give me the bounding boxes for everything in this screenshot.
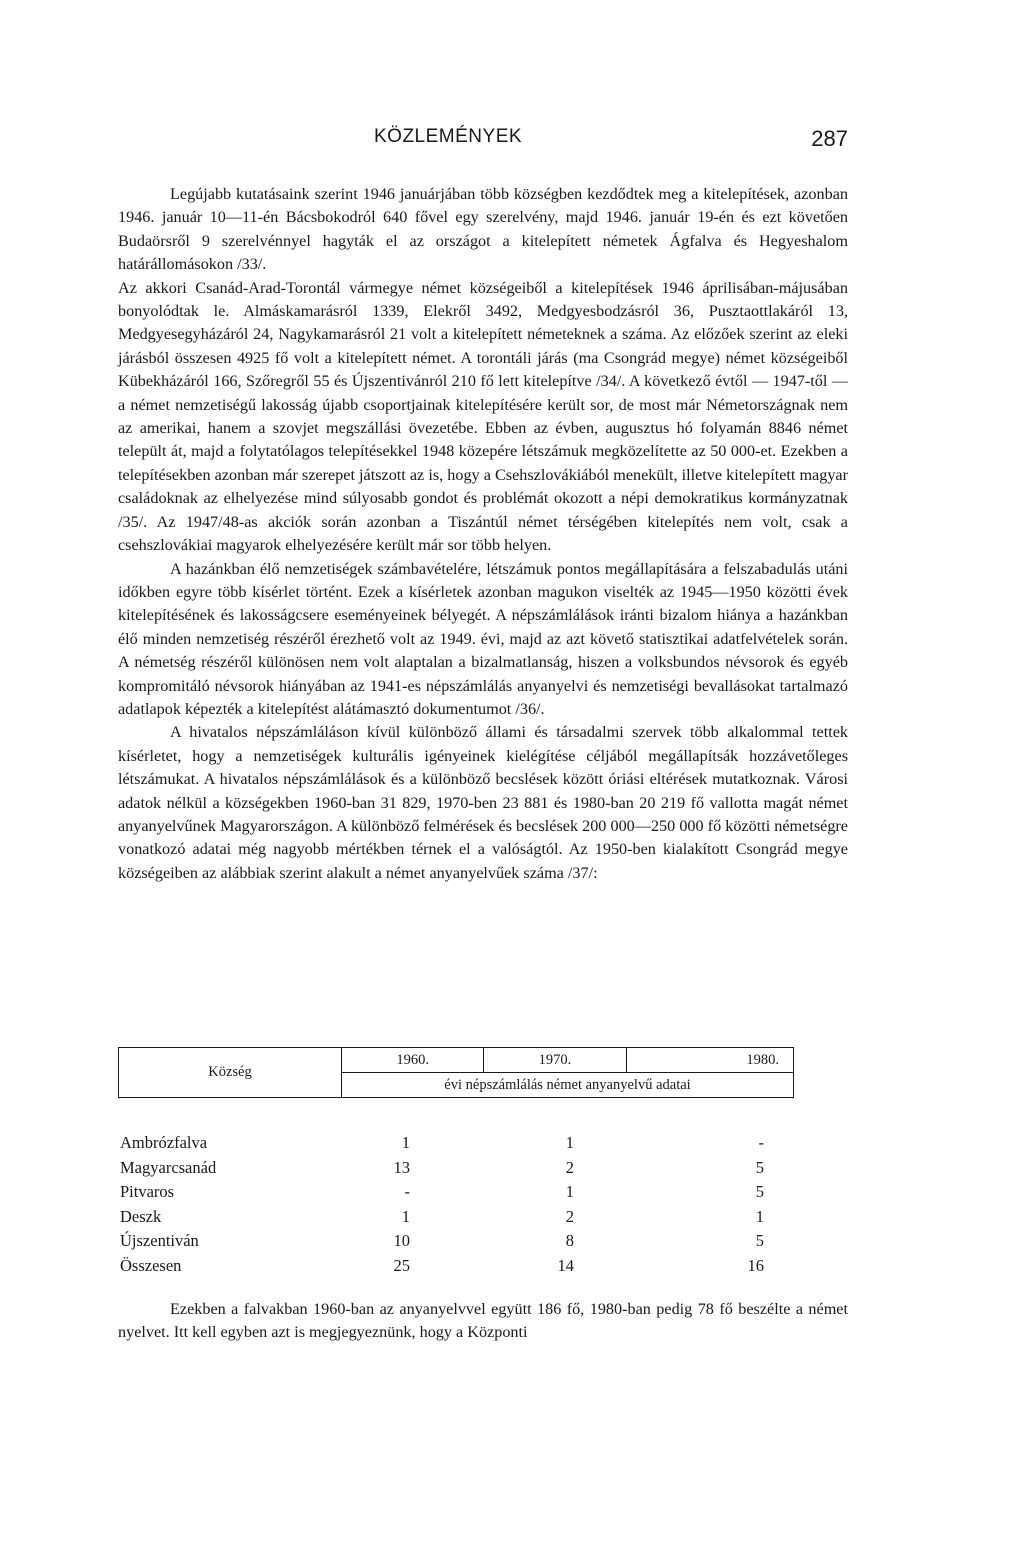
value-1960: 1 (401, 1133, 410, 1152)
table-row (120, 1231, 780, 1256)
running-head: KÖZLEMÉNYEK (374, 126, 523, 147)
value-1960: 25 (393, 1255, 410, 1275)
paragraph: Az akkori Csanád-Arad-Torontál vármegye német községeiből a kitelepítések 1946 áprilisában-májusában bonyolódtak le. Almáskamarásról 1339, Elekről 3492, Medgyesbodzásról 36, Pusztaottlakáról 13, Medgyesegyházáról 24, Nagykamarásról 21 volt a kitelepített németeknek a száma. Az előzőek szerint az eleki járásból összesen 4925 fő volt a kitelepített német. A torontáli járás (ma Csongrád megye) német községeiből Kübekházáról 166, Szőregről 55 és Újszentivánról 210 fő lett kitelepítve /34/. A következő évtől — 1947-től — a német nemzetiségű lakosság újabb csoportjainak kitelepítésére került sor, de most már Németországnak nem az amerikai, hanem a szovjet megszállási övezetébe. Ebben az évben, augusztus hó folyamán 8846 német települt át, majd a folytatólagos telepítésekkel 1948 közepére létszámuk megközelítette az 50 000-et. Ezekben a telepítésekben azonban már szerepet játszott az is, hogy a Csehszlovákiából menekült, illetve kitelepített magyar családoknak az elhelyezése mind súlyosabb gondot és problémát okozott a népi demokratikus kormányzatnak /35/. Az 1947/48-as akciók során azonban a Tiszántúl német térségében kitelepítés nem volt, csak a csehszlovákiai magyarok elhelyezésére került már sor több helyen. (118, 278, 848, 555)
column-header-1960: 1960. (342, 1048, 484, 1073)
village-name: Ambrózfalva (120, 1133, 208, 1152)
column-header-1970: 1970. (484, 1048, 626, 1073)
village-name: Összesen (120, 1255, 182, 1275)
value-1960: - (404, 1182, 410, 1201)
page-header (118, 126, 848, 156)
paragraph: A hazánkban élő nemzetiségek számbavételére, létszámuk pontos megállapítására a felszabadulás utáni időkben egyre több kísérlet történt. Ezek a kísérletek azonban magukon viselték az 1945—1950 közötti évek kitelepítésének és lakosságcsere eseményeinek bélyegét. A népszámlálások iránti bizalom hiánya a hazánkban élő minden nemzetiség részéről érezhető volt az 1949. évi, majd az azt követő statisztikai adatfelvételek során. A németség részéről különösen nem volt alaptalan a bizalmatlanság, hiszen a volksbundos névsorok és egyéb kompromitáló névsorok hiányában az 1941-es népszámlálás anyanyelvi és nemzetiségi bevallásokat tartalmazó adatlapok képezték a kitelepítést alátámasztó dokumentumot /36/. (118, 559, 848, 718)
value-1980: 1 (755, 1206, 764, 1226)
paragraph: Ezekben a falvakban 1960-ban az anyanyelvvel együtt 186 fő, 1980-ban pedig 78 fő beszélte a német nyelvet. Itt kell egyben azt is megjegyeznünk, hogy a Központi (118, 1300, 848, 1342)
village-name: Magyarcsanád (120, 1157, 217, 1177)
table-row (120, 1182, 780, 1207)
table-row (120, 1158, 780, 1183)
village-name: Pitvaros (120, 1182, 175, 1201)
value-1980: 5 (755, 1157, 764, 1177)
column-header-1980: 1980. (626, 1048, 793, 1073)
value-1970: 14 (557, 1255, 574, 1275)
value-1980: - (758, 1133, 764, 1152)
value-1980: 5 (755, 1231, 764, 1250)
table-row (120, 1207, 780, 1232)
value-1970: 1 (565, 1133, 574, 1152)
column-header-kozseg: Község (119, 1048, 342, 1098)
population-table-header (118, 1047, 848, 1098)
table-subtitle: évi népszámlálás német anyanyelvű adatai (342, 1073, 794, 1098)
value-1980: 5 (755, 1182, 764, 1201)
page-number: 287 (811, 126, 848, 151)
value-1960: 1 (401, 1206, 410, 1226)
value-1970: 2 (565, 1206, 574, 1226)
table-row (120, 1133, 780, 1158)
value-1960: 10 (393, 1231, 410, 1250)
closing-text (118, 1298, 848, 1345)
value-1970: 1 (565, 1182, 574, 1201)
value-1970: 8 (565, 1231, 574, 1250)
village-name: Deszk (120, 1206, 162, 1226)
village-name: Újszentiván (120, 1231, 199, 1250)
paragraph: Legújabb kutatásaink szerint 1946 januárjában több községben kezdődtek meg a kitelepítések, azonban 1946. január 10—11-én Bácsbokodról 640 fővel egy szerelvény, majd 1946. január 19-én és ezt követően Budaörsről 9 szerelvénnyel hagyták el az országot a kitelepített németek Ágfalva és Hegyeshalom határállomásokon /33/. (118, 185, 848, 274)
paragraph: A hivatalos népszámláláson kívül különböző állami és társadalmi szervek több alkalommal tettek kísérletet, hogy a nemzetiségek kulturális igényeinek kielégítése céljából megállapítsák hozzávetőleges létszámukat. A hivatalos népszámlálások és a különböző becslések között óriási eltérések mutatkoznak. Városi adatok nélkül a községekben 1960-ban 31 829, 1970-ben 23 881 és 1980-ban 20 219 fő vallotta magát német anyanyelvűnek Magyarországon. A különböző felmérések és becslések 200 000—250 000 fő közötti németségre vonatkozó adatai még nagyobb mértékben térnek el a valóságtól. Az 1950-ben kialakított Csongrád megye községeiben az alábbiak szerint alakult a német anyanyelvűek száma /37/: (118, 723, 848, 882)
table-row-total (120, 1256, 780, 1281)
value-1970: 2 (565, 1157, 574, 1177)
value-1980: 16 (747, 1255, 764, 1275)
value-1960: 13 (393, 1157, 410, 1177)
body-text (118, 183, 848, 885)
table-header-grid (118, 1047, 794, 1098)
population-table-body (120, 1133, 780, 1280)
